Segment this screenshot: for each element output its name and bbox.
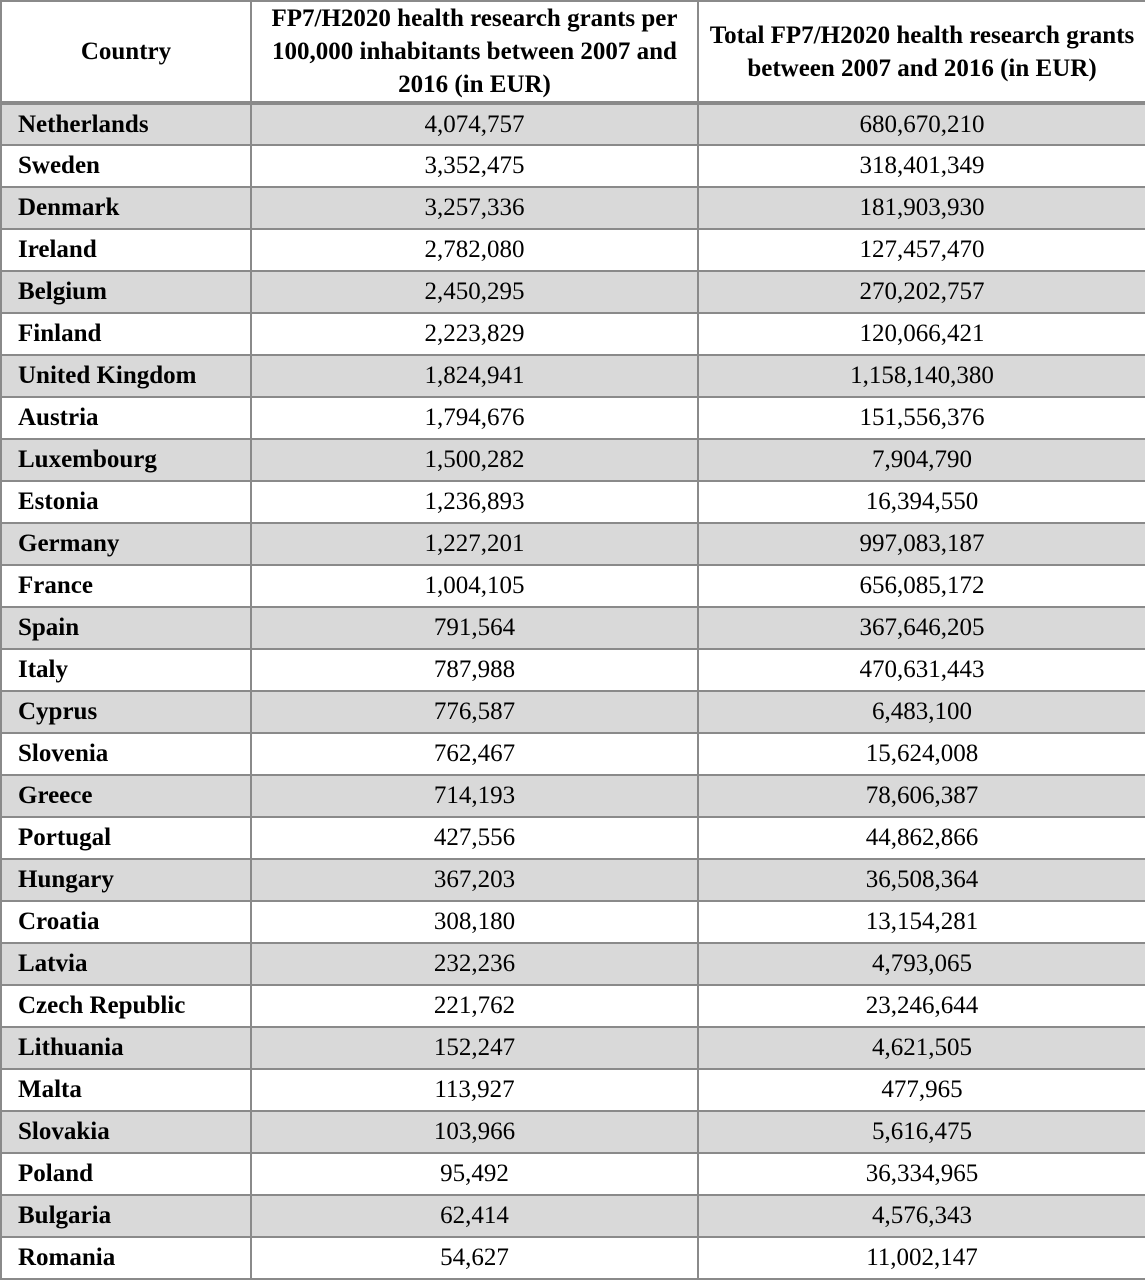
- total-cell: 5,616,475: [698, 1111, 1145, 1153]
- total-cell: 6,483,100: [698, 691, 1145, 733]
- per-capita-cell: 1,500,282: [251, 439, 698, 481]
- country-cell: Finland: [1, 313, 251, 355]
- header-per-capita: FP7/H2020 health research grants per 100,000 inhabitants between 2007 and 2016 (in EUR): [251, 1, 698, 103]
- total-cell: 656,085,172: [698, 565, 1145, 607]
- table-row: [1, 1027, 1145, 1069]
- table-row: [1, 565, 1145, 607]
- total-cell: 318,401,349: [698, 145, 1145, 187]
- per-capita-cell: 1,227,201: [251, 523, 698, 565]
- table-body: [1, 103, 1145, 1279]
- table-row: [1, 1069, 1145, 1111]
- per-capita-cell: 427,556: [251, 817, 698, 859]
- country-cell: Czech Republic: [1, 985, 251, 1027]
- table-row: [1, 1237, 1145, 1279]
- per-capita-cell: 1,236,893: [251, 481, 698, 523]
- total-cell: 151,556,376: [698, 397, 1145, 439]
- per-capita-cell: 221,762: [251, 985, 698, 1027]
- per-capita-cell: 3,352,475: [251, 145, 698, 187]
- table-header: [1, 1, 1145, 103]
- table-row: [1, 397, 1145, 439]
- per-capita-cell: 714,193: [251, 775, 698, 817]
- per-capita-cell: 4,074,757: [251, 103, 698, 145]
- total-cell: 16,394,550: [698, 481, 1145, 523]
- table-row: [1, 985, 1145, 1027]
- table-row: [1, 271, 1145, 313]
- total-cell: 4,576,343: [698, 1195, 1145, 1237]
- country-cell: Greece: [1, 775, 251, 817]
- per-capita-cell: 1,004,105: [251, 565, 698, 607]
- table-row: [1, 1195, 1145, 1237]
- per-capita-cell: 113,927: [251, 1069, 698, 1111]
- per-capita-cell: 2,782,080: [251, 229, 698, 271]
- per-capita-cell: 54,627: [251, 1237, 698, 1279]
- table-row: [1, 523, 1145, 565]
- country-cell: Germany: [1, 523, 251, 565]
- total-cell: 997,083,187: [698, 523, 1145, 565]
- table-row: [1, 901, 1145, 943]
- table-row: [1, 733, 1145, 775]
- country-cell: France: [1, 565, 251, 607]
- table-row: [1, 649, 1145, 691]
- table-row: [1, 187, 1145, 229]
- per-capita-cell: 232,236: [251, 943, 698, 985]
- total-cell: 15,624,008: [698, 733, 1145, 775]
- header-row: [1, 1, 1145, 103]
- total-cell: 23,246,644: [698, 985, 1145, 1027]
- country-cell: Romania: [1, 1237, 251, 1279]
- per-capita-cell: 367,203: [251, 859, 698, 901]
- country-cell: Bulgaria: [1, 1195, 251, 1237]
- per-capita-cell: 776,587: [251, 691, 698, 733]
- country-cell: Netherlands: [1, 103, 251, 145]
- total-cell: 7,904,790: [698, 439, 1145, 481]
- table-row: [1, 775, 1145, 817]
- per-capita-cell: 95,492: [251, 1153, 698, 1195]
- table-row: [1, 313, 1145, 355]
- total-cell: 477,965: [698, 1069, 1145, 1111]
- total-cell: 181,903,930: [698, 187, 1145, 229]
- per-capita-cell: 1,824,941: [251, 355, 698, 397]
- country-cell: Slovakia: [1, 1111, 251, 1153]
- per-capita-cell: 152,247: [251, 1027, 698, 1069]
- table-row: [1, 1153, 1145, 1195]
- country-cell: Luxembourg: [1, 439, 251, 481]
- per-capita-cell: 1,794,676: [251, 397, 698, 439]
- country-cell: Austria: [1, 397, 251, 439]
- total-cell: 44,862,866: [698, 817, 1145, 859]
- table-row: [1, 355, 1145, 397]
- country-cell: Italy: [1, 649, 251, 691]
- table-row: [1, 1111, 1145, 1153]
- country-cell: Sweden: [1, 145, 251, 187]
- per-capita-cell: 791,564: [251, 607, 698, 649]
- country-cell: Hungary: [1, 859, 251, 901]
- total-cell: 120,066,421: [698, 313, 1145, 355]
- per-capita-cell: 2,223,829: [251, 313, 698, 355]
- country-cell: Latvia: [1, 943, 251, 985]
- table-row: [1, 145, 1145, 187]
- country-cell: Portugal: [1, 817, 251, 859]
- per-capita-cell: 2,450,295: [251, 271, 698, 313]
- country-cell: Slovenia: [1, 733, 251, 775]
- total-cell: 270,202,757: [698, 271, 1145, 313]
- country-cell: Malta: [1, 1069, 251, 1111]
- country-cell: Cyprus: [1, 691, 251, 733]
- total-cell: 680,670,210: [698, 103, 1145, 145]
- per-capita-cell: 787,988: [251, 649, 698, 691]
- total-cell: 13,154,281: [698, 901, 1145, 943]
- total-cell: 36,334,965: [698, 1153, 1145, 1195]
- country-cell: Spain: [1, 607, 251, 649]
- table-row: [1, 607, 1145, 649]
- per-capita-cell: 103,966: [251, 1111, 698, 1153]
- per-capita-cell: 308,180: [251, 901, 698, 943]
- header-total: Total FP7/H2020 health research grants between 2007 and 2016 (in EUR): [698, 1, 1145, 103]
- country-cell: Croatia: [1, 901, 251, 943]
- per-capita-cell: 62,414: [251, 1195, 698, 1237]
- total-cell: 1,158,140,380: [698, 355, 1145, 397]
- per-capita-cell: 3,257,336: [251, 187, 698, 229]
- total-cell: 36,508,364: [698, 859, 1145, 901]
- table-row: [1, 229, 1145, 271]
- header-country: Country: [1, 1, 251, 103]
- country-cell: Estonia: [1, 481, 251, 523]
- total-cell: 127,457,470: [698, 229, 1145, 271]
- table-row: [1, 481, 1145, 523]
- country-cell: Lithuania: [1, 1027, 251, 1069]
- total-cell: 470,631,443: [698, 649, 1145, 691]
- total-cell: 4,793,065: [698, 943, 1145, 985]
- total-cell: 78,606,387: [698, 775, 1145, 817]
- total-cell: 11,002,147: [698, 1237, 1145, 1279]
- table-row: [1, 943, 1145, 985]
- country-cell: Denmark: [1, 187, 251, 229]
- table-row: [1, 103, 1145, 145]
- table-row: [1, 817, 1145, 859]
- country-cell: Belgium: [1, 271, 251, 313]
- country-cell: Ireland: [1, 229, 251, 271]
- table-row: [1, 439, 1145, 481]
- country-cell: Poland: [1, 1153, 251, 1195]
- country-cell: United Kingdom: [1, 355, 251, 397]
- total-cell: 4,621,505: [698, 1027, 1145, 1069]
- total-cell: 367,646,205: [698, 607, 1145, 649]
- table-row: [1, 691, 1145, 733]
- per-capita-cell: 762,467: [251, 733, 698, 775]
- table-row: [1, 859, 1145, 901]
